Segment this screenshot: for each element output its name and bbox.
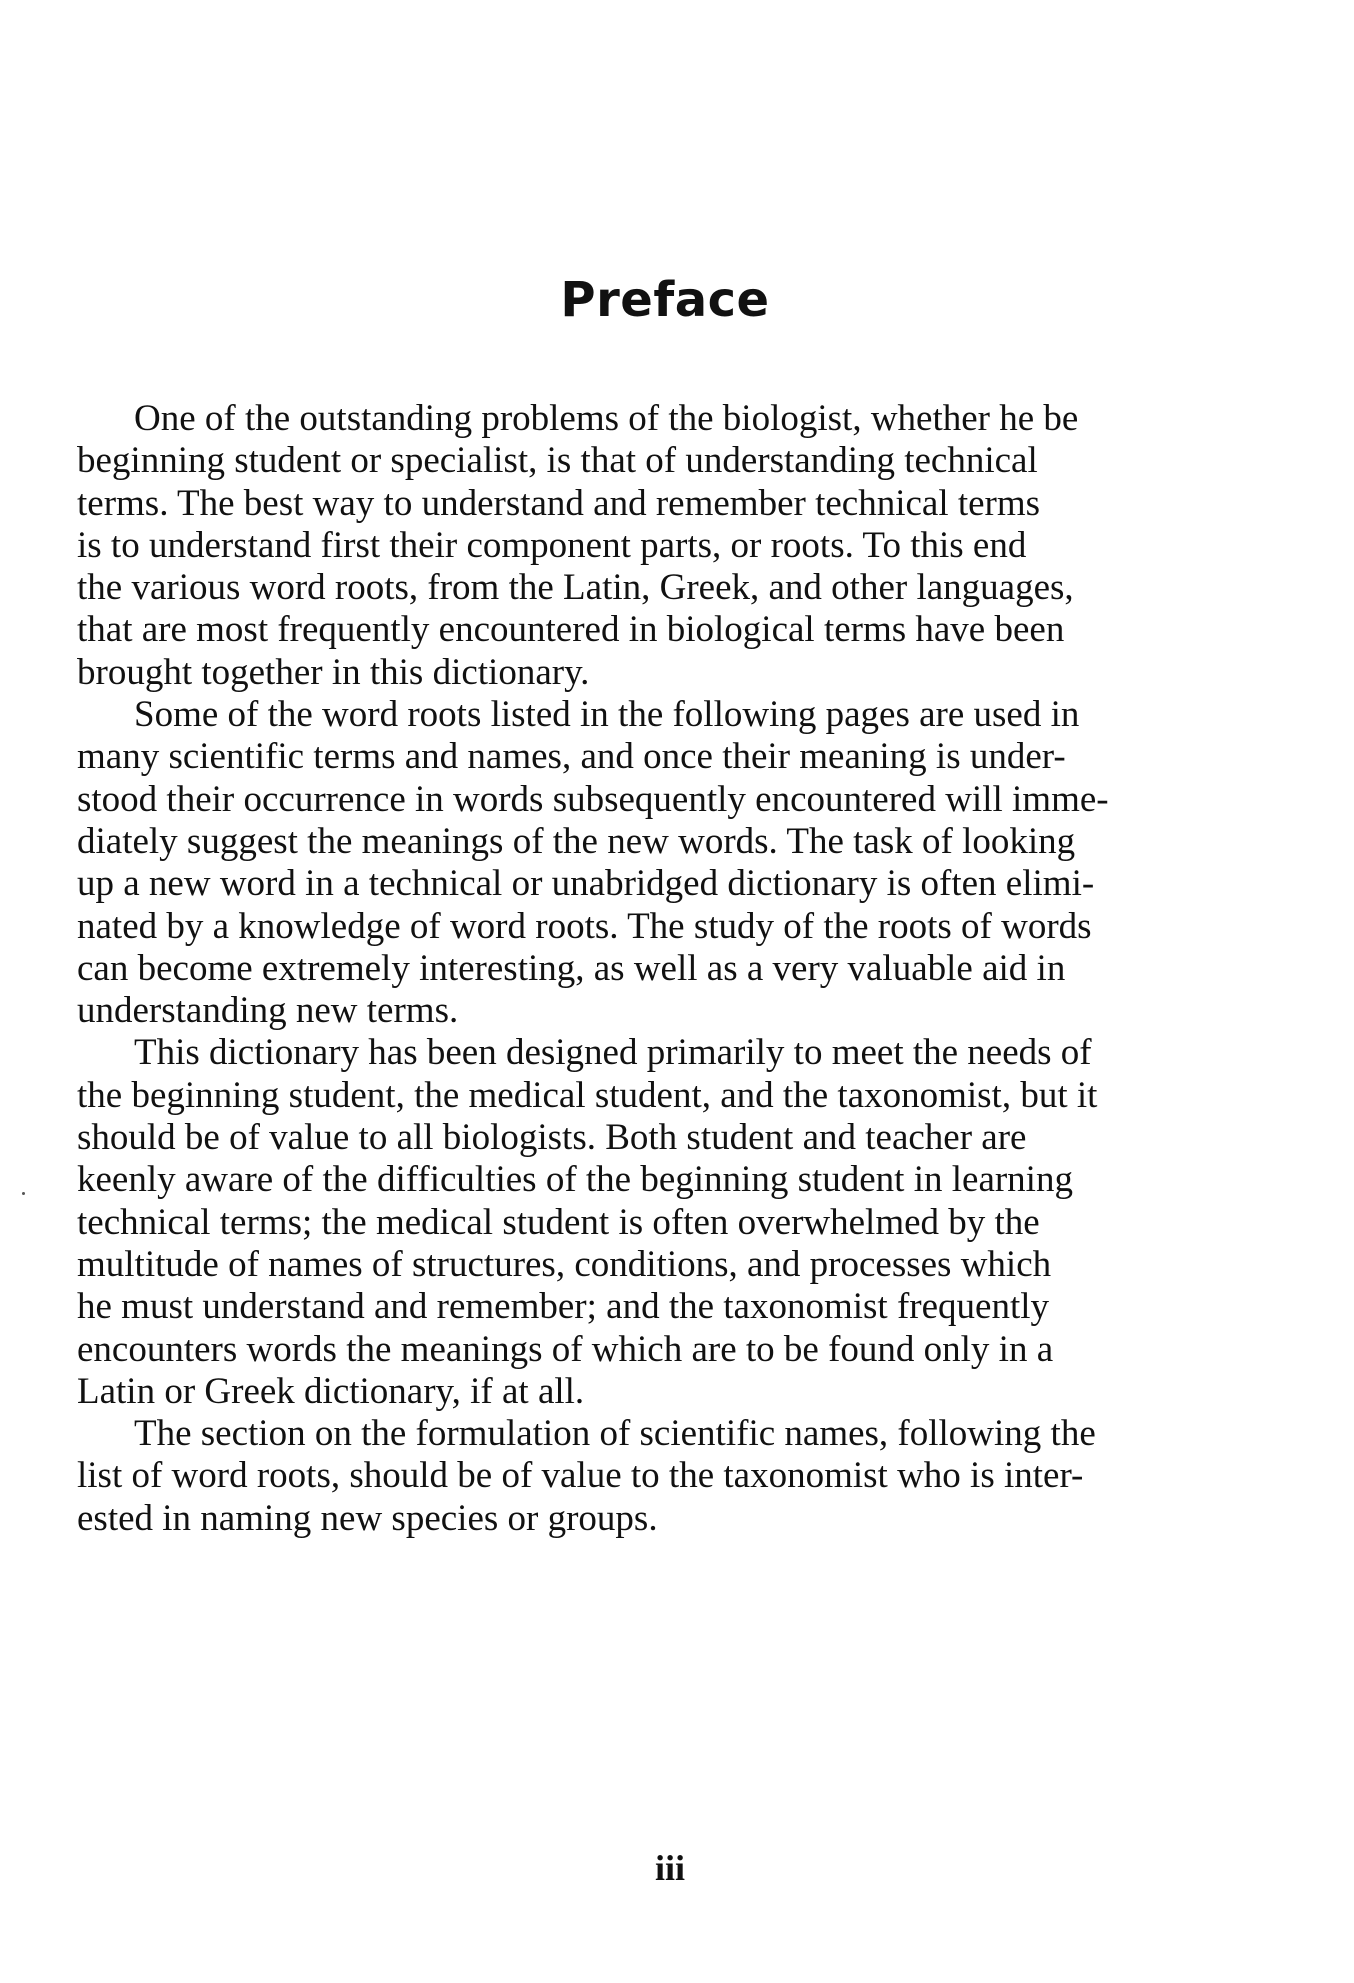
text-line: diately suggest the meanings of the new words. The task of looking	[77, 820, 1076, 862]
text-line: understanding new terms.	[77, 990, 459, 1032]
text-line: technical terms; the medical student is often overwhelmed by the	[77, 1201, 1040, 1243]
text-line: nated by a knowledge of word roots. The study of the roots of words	[77, 905, 1092, 947]
text-line: ested in naming new species or groups.	[77, 1497, 658, 1539]
text-line: should be of value to all biologists. Both student and teacher are	[77, 1117, 1027, 1159]
text-line: Some of the word roots listed in the following pages are used in	[134, 694, 1080, 736]
page-title: Preface	[560, 272, 770, 328]
text-line: can become extremely interesting, as well as a very valuable aid in	[77, 947, 1066, 989]
text-line: Latin or Greek dictionary, if at all.	[77, 1370, 585, 1412]
text-line: encounters words the meanings of which are to be found only in a	[77, 1328, 1054, 1370]
text-line: is to understand first their component parts, or roots. To this end	[77, 524, 1027, 566]
text-line: that are most frequently encountered in biological terms have been	[77, 609, 1065, 651]
paragraph-1	[77, 398, 1317, 694]
paragraph-2	[77, 694, 1317, 1032]
text-line: keenly aware of the difficulties of the beginning student in learning	[77, 1159, 1073, 1201]
text-line: up a new word in a technical or unabridged dictionary is often elimi-	[77, 863, 1095, 905]
text-line: beginning student or specialist, is that of understanding technical	[77, 440, 1038, 482]
text-line: many scientific terms and names, and once their meaning is under-	[77, 736, 1066, 778]
text-line: he must understand and remember; and the taxonomist frequently	[77, 1286, 1050, 1328]
text-line: This dictionary has been designed primarily to meet the needs of	[134, 1032, 1092, 1074]
scan-speck	[22, 1192, 25, 1195]
text-line: the beginning student, the medical student, and the taxonomist, but it	[77, 1074, 1098, 1116]
text-line: the various word roots, from the Latin, Greek, and other languages,	[77, 567, 1074, 609]
paragraph-4	[77, 1413, 1317, 1540]
text-line: stood their occurrence in words subsequently encountered will imme-	[77, 778, 1109, 820]
text-line: multitude of names of structures, conditions, and processes which	[77, 1243, 1052, 1285]
text-line: list of word roots, should be of value to the taxonomist who is inter-	[77, 1455, 1084, 1497]
page-number: iii	[654, 1848, 685, 1888]
paragraph-3	[77, 1032, 1317, 1413]
preface-body	[77, 398, 1317, 1540]
text-line: One of the outstanding problems of the biologist, whether he be	[134, 398, 1079, 439]
text-line: The section on the formulation of scientific names, following the	[134, 1413, 1096, 1455]
text-line: brought together in this dictionary.	[77, 651, 590, 693]
text-line: terms. The best way to understand and remember technical terms	[77, 482, 1041, 524]
